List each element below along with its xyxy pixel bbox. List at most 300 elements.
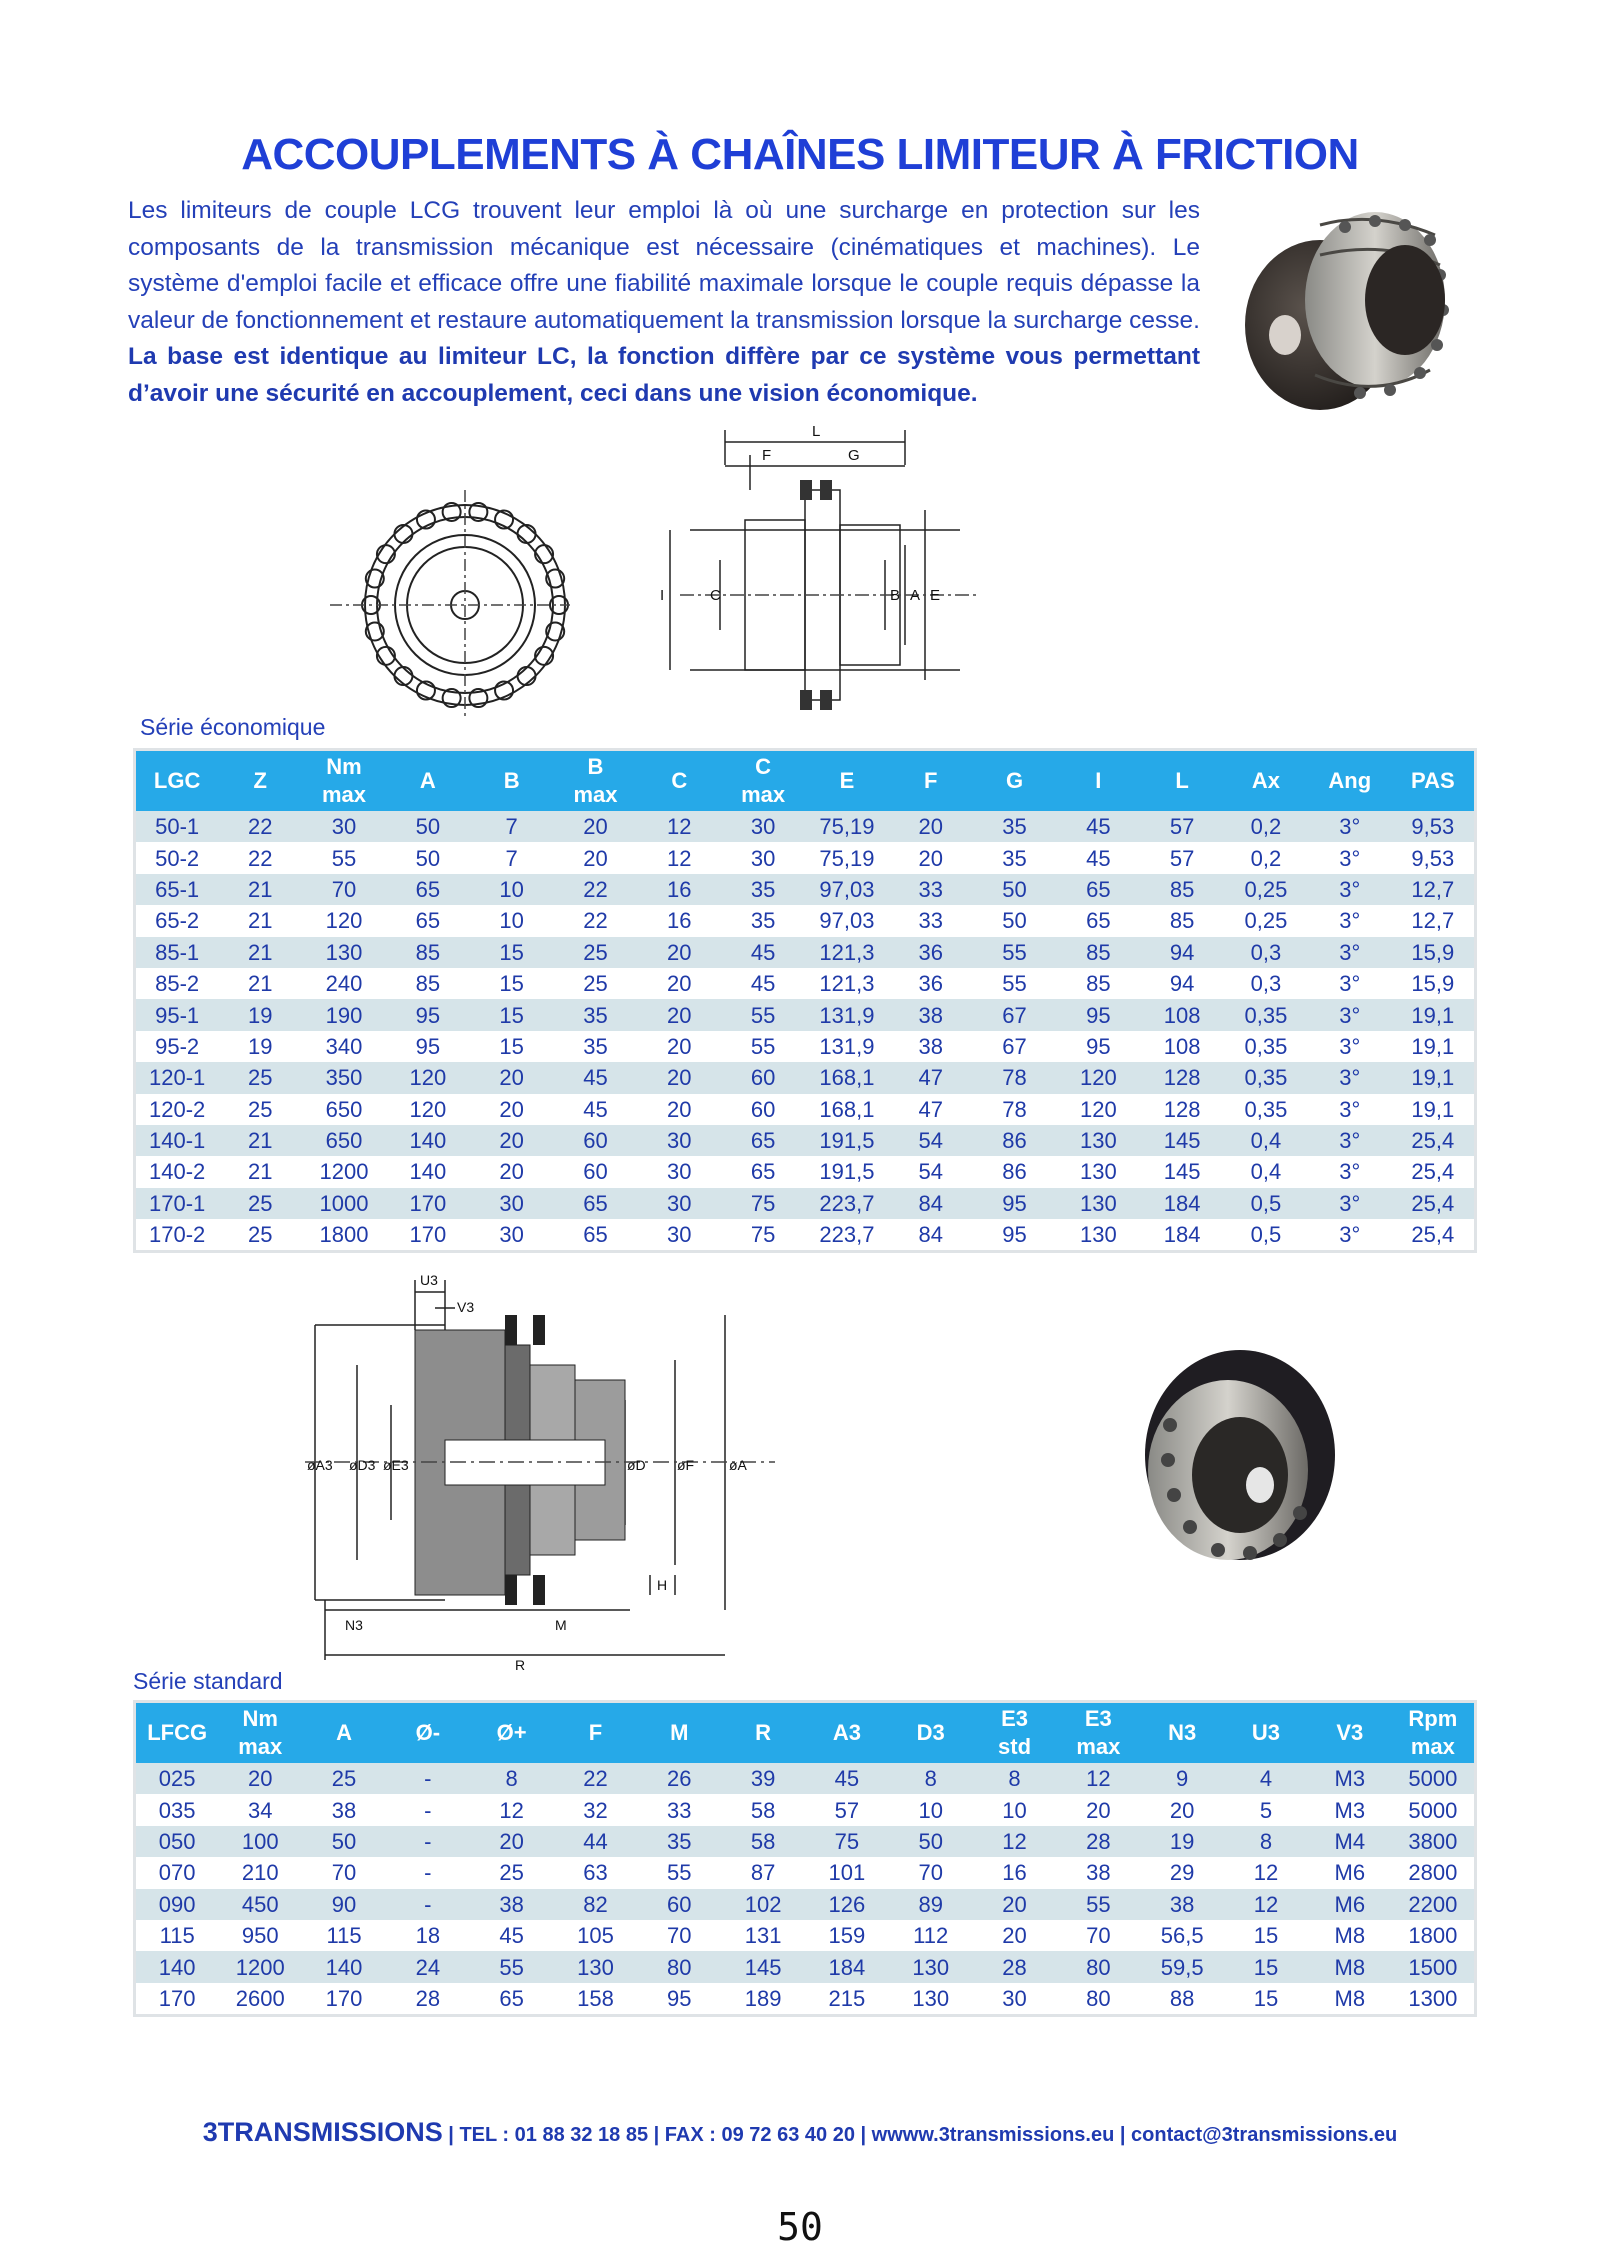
table-cell: 65 bbox=[721, 1125, 805, 1156]
table-cell: 65 bbox=[583, 1222, 608, 1248]
table-cell: 30 bbox=[499, 1222, 524, 1248]
table-cell: 25,4 bbox=[1392, 1188, 1476, 1219]
table-cell: 45 bbox=[805, 1763, 889, 1794]
table-cell: 26 bbox=[637, 1763, 721, 1794]
table-cell: 50-1 bbox=[135, 811, 219, 842]
dim-F: F bbox=[762, 447, 772, 464]
table-cell: 16 bbox=[1002, 1860, 1027, 1886]
table-cell: 58 bbox=[721, 1826, 805, 1857]
table-cell: 60 bbox=[750, 1096, 776, 1122]
column-header-text: E bbox=[839, 768, 855, 793]
table-cell: 89 bbox=[889, 1889, 973, 1920]
table-cell: 170 bbox=[325, 1985, 363, 2011]
table-cell: 60 bbox=[554, 1125, 638, 1156]
table-cell: 35 bbox=[554, 999, 638, 1030]
table-row bbox=[135, 1219, 1476, 1252]
column-header-text: V3 bbox=[1336, 1720, 1364, 1745]
dim-D: øD bbox=[627, 1457, 646, 1473]
table-cell: 0,2 bbox=[1250, 845, 1282, 871]
table-cell: 38 bbox=[1140, 1889, 1224, 1920]
column-header bbox=[1308, 1702, 1392, 1764]
table-cell: 95 bbox=[667, 1985, 692, 2011]
table-cell: 21 bbox=[218, 874, 302, 905]
table-cell: - bbox=[386, 1763, 470, 1794]
table-cell: 80 bbox=[1086, 1985, 1111, 2011]
table-row bbox=[135, 1031, 1476, 1062]
table-cell: 20 bbox=[1002, 1923, 1027, 1949]
table-cell: 47 bbox=[918, 1096, 943, 1122]
table-cell: 67 bbox=[973, 999, 1057, 1030]
column-header bbox=[889, 750, 973, 812]
table-cell: 30 bbox=[721, 811, 805, 842]
table-cell: 25 bbox=[247, 1096, 273, 1122]
table-cell: 128 bbox=[1140, 1062, 1224, 1093]
table-cell: 20 bbox=[470, 1062, 554, 1093]
table-cell: 5 bbox=[1259, 1797, 1273, 1823]
table-cell: 19,1 bbox=[1392, 999, 1476, 1030]
column-header-text: A bbox=[419, 768, 436, 793]
table-row bbox=[135, 999, 1476, 1030]
table-cell: 170 bbox=[386, 1188, 470, 1219]
table-cell: 0,3 bbox=[1224, 937, 1308, 968]
table-cell: 184 bbox=[1163, 1222, 1201, 1248]
column-header-text: F bbox=[588, 1720, 603, 1745]
table-cell: 0,2 bbox=[1224, 811, 1308, 842]
column-header bbox=[721, 750, 805, 812]
table-row bbox=[135, 811, 1476, 842]
table-cell: 65-2 bbox=[155, 908, 200, 934]
table-cell: M3 bbox=[1334, 1797, 1366, 1823]
table-cell: 19,1 bbox=[1411, 1033, 1455, 1059]
dim-C: C bbox=[710, 587, 721, 604]
table-cell: 650 bbox=[302, 1125, 386, 1156]
table-cell: 3° bbox=[1339, 1033, 1361, 1059]
table-cell: 140 bbox=[409, 1159, 447, 1185]
table-cell: 168,1 bbox=[805, 1062, 889, 1093]
table-cell: 105 bbox=[577, 1923, 614, 1949]
table-cell: 5000 bbox=[1392, 1763, 1476, 1794]
column-header-text: C bbox=[755, 754, 772, 779]
column-header bbox=[973, 750, 1057, 812]
table-cell: 0,3 bbox=[1250, 971, 1282, 997]
table-cell: 20 bbox=[889, 811, 973, 842]
table-cell: 65 bbox=[750, 1159, 776, 1185]
table-cell: 95 bbox=[386, 999, 470, 1030]
table-cell: 21 bbox=[218, 937, 302, 968]
table-cell: 12,7 bbox=[1411, 908, 1455, 934]
table-cell: 50 bbox=[302, 1826, 386, 1857]
table-cell: 12 bbox=[499, 1797, 524, 1823]
column-header bbox=[1056, 1702, 1140, 1764]
column-header bbox=[889, 1702, 973, 1764]
table-cell: 75 bbox=[805, 1826, 889, 1857]
table-cell: 070 bbox=[158, 1860, 196, 1886]
table-cell: 85 bbox=[1086, 971, 1111, 997]
dim-A3: øA3 bbox=[307, 1457, 333, 1473]
table-cell: 1500 bbox=[1392, 1951, 1476, 1982]
table-cell: 20 bbox=[667, 1096, 692, 1122]
table-cell: 28 bbox=[973, 1951, 1057, 1982]
table-cell: 20 bbox=[637, 1062, 721, 1093]
table-cell: 1000 bbox=[302, 1188, 386, 1219]
table-cell: 97,03 bbox=[805, 874, 889, 905]
table-cell: 90 bbox=[302, 1889, 386, 1920]
table-cell: 1300 bbox=[1408, 1985, 1458, 2011]
table-cell: 120 bbox=[409, 1096, 447, 1122]
table-cell: M4 bbox=[1308, 1826, 1392, 1857]
table-cell: 15,9 bbox=[1392, 937, 1476, 968]
column-header-text: Ang bbox=[1328, 768, 1372, 793]
table-cell: 20 bbox=[499, 1159, 524, 1185]
footer-details: | TEL : 01 88 32 18 85 | FAX : 09 72 63 40 20 | wwww.3transmissions.eu | contact@3transmissions.eu bbox=[442, 2124, 1398, 2146]
table-cell: 38 bbox=[331, 1797, 357, 1823]
table-cell: 130 bbox=[554, 1951, 638, 1982]
table-row bbox=[135, 1188, 1476, 1219]
table-cell: 9,53 bbox=[1392, 811, 1476, 842]
table-cell: 65-1 bbox=[135, 874, 219, 905]
table-row bbox=[135, 842, 1476, 873]
table-cell: 35 bbox=[583, 1033, 608, 1059]
table-cell: 65 bbox=[386, 874, 470, 905]
table-cell: 10 bbox=[499, 908, 524, 934]
table-cell: 115 bbox=[326, 1923, 362, 1949]
table-row bbox=[135, 1794, 1476, 1825]
table-cell: 85-1 bbox=[135, 937, 219, 968]
side-view-drawing bbox=[660, 420, 990, 720]
table-cell: 55 bbox=[1002, 971, 1027, 997]
table-cell: 22 bbox=[218, 811, 302, 842]
table-cell: 25,4 bbox=[1411, 1222, 1455, 1248]
table-cell: 50 bbox=[889, 1826, 973, 1857]
table-cell: 38 bbox=[889, 999, 973, 1030]
table-row bbox=[135, 1826, 1476, 1857]
table-cell: 2800 bbox=[1408, 1860, 1458, 1886]
table-cell: 70 bbox=[1086, 1923, 1111, 1949]
table-cell: 95-2 bbox=[155, 1033, 200, 1059]
column-header-text: LGC bbox=[153, 768, 201, 793]
table-cell: 33 bbox=[918, 908, 943, 934]
table-cell: M3 bbox=[1308, 1763, 1392, 1794]
table-cell: 55 bbox=[1056, 1889, 1140, 1920]
column-header bbox=[637, 750, 721, 812]
table-cell: 80 bbox=[637, 1951, 721, 1982]
front-view-drawing bbox=[330, 490, 570, 720]
table-cell: 30 bbox=[637, 1188, 721, 1219]
column-header-text: Ax bbox=[1251, 768, 1281, 793]
table-cell: 3° bbox=[1339, 971, 1361, 997]
table-cell: 28 bbox=[1056, 1826, 1140, 1857]
table-cell: 38 bbox=[1086, 1860, 1111, 1886]
table-cell: 0,35 bbox=[1224, 1062, 1308, 1093]
table-cell: 30 bbox=[302, 811, 386, 842]
dim-A: A bbox=[910, 587, 921, 604]
table-cell: 12 bbox=[1056, 1763, 1140, 1794]
table-cell: 75 bbox=[750, 1222, 776, 1248]
table-cell: 7 bbox=[470, 811, 554, 842]
column-header bbox=[470, 1702, 554, 1764]
table-cell: 70 bbox=[918, 1860, 943, 1886]
table-row bbox=[135, 1062, 1476, 1093]
table-cell: 120 bbox=[1079, 1096, 1117, 1122]
page-number: 50 bbox=[777, 2205, 823, 2249]
table-cell: 86 bbox=[1002, 1159, 1027, 1185]
table-cell: 30 bbox=[667, 1159, 692, 1185]
table-cell: 3° bbox=[1308, 1188, 1392, 1219]
column-header-text: max bbox=[322, 782, 367, 807]
dim-I: I bbox=[660, 587, 665, 604]
economique-table bbox=[133, 748, 1477, 1253]
table-cell: 145 bbox=[721, 1951, 805, 1982]
table-cell: 47 bbox=[889, 1062, 973, 1093]
table-cell: 25 bbox=[583, 971, 608, 997]
table-cell: 36 bbox=[889, 937, 973, 968]
table-cell: 350 bbox=[302, 1062, 386, 1093]
table-cell: 16 bbox=[637, 874, 721, 905]
table-cell: 22 bbox=[583, 908, 608, 934]
table-cell: 84 bbox=[889, 1188, 973, 1219]
table-cell: 55 bbox=[667, 1860, 692, 1886]
table-cell: 25,4 bbox=[1411, 1159, 1455, 1185]
table-cell: 1800 bbox=[319, 1222, 369, 1248]
column-header-text: C bbox=[671, 768, 688, 793]
table-cell: 58 bbox=[750, 1797, 776, 1823]
dim-E3: øE3 bbox=[383, 1457, 409, 1473]
table-cell: 45 bbox=[750, 971, 776, 997]
table-cell: 97,03 bbox=[819, 908, 875, 934]
table-cell: 128 bbox=[1163, 1096, 1201, 1122]
table-cell: - bbox=[386, 1889, 470, 1920]
table-cell: 25 bbox=[218, 1062, 302, 1093]
table-cell: 63 bbox=[583, 1860, 608, 1886]
table-cell: 35 bbox=[1002, 845, 1027, 871]
table-cell: 20 bbox=[667, 971, 692, 997]
table-cell: 95 bbox=[1002, 1222, 1027, 1248]
table-cell: 8 bbox=[1224, 1826, 1308, 1857]
table-cell: 223,7 bbox=[819, 1222, 875, 1248]
table-cell: 25 bbox=[554, 937, 638, 968]
table-cell: 20 bbox=[637, 937, 721, 968]
table-cell: 39 bbox=[721, 1763, 805, 1794]
table-cell: 100 bbox=[218, 1826, 302, 1857]
table-cell: 170 bbox=[158, 1985, 196, 2011]
table-cell: 28 bbox=[415, 1985, 441, 2011]
column-header-text: Ø+ bbox=[496, 1720, 527, 1745]
table-cell: 33 bbox=[889, 874, 973, 905]
column-header bbox=[1140, 750, 1224, 812]
table-row bbox=[135, 1094, 1476, 1125]
table-cell: 75,19 bbox=[819, 845, 875, 871]
table-cell: 12 bbox=[1253, 1860, 1279, 1886]
column-header bbox=[805, 1702, 889, 1764]
column-header-text: F bbox=[923, 768, 938, 793]
dim-M: M bbox=[555, 1617, 567, 1633]
table-cell: 87 bbox=[750, 1860, 776, 1886]
table-cell: 15 bbox=[1253, 1985, 1279, 2011]
table-cell: - bbox=[424, 1797, 432, 1823]
table-cell: 18 bbox=[415, 1923, 441, 1949]
table-cell: 80 bbox=[1056, 1951, 1140, 1982]
table-cell: 95-1 bbox=[135, 999, 219, 1030]
column-header-text: Nm bbox=[326, 754, 362, 779]
table-cell: 0,35 bbox=[1244, 1033, 1288, 1059]
column-header-text: Rpm bbox=[1408, 1706, 1458, 1731]
table-cell: 121,3 bbox=[819, 971, 875, 997]
table-cell: 130 bbox=[1056, 1125, 1140, 1156]
table-cell: 184 bbox=[805, 1951, 889, 1982]
table-cell: 21 bbox=[247, 971, 273, 997]
table-row bbox=[135, 968, 1476, 999]
table-cell: 121,3 bbox=[805, 937, 889, 968]
table-cell: 88 bbox=[1169, 1985, 1195, 2011]
table-cell: 15 bbox=[499, 971, 524, 997]
table-cell: 10 bbox=[1002, 1797, 1027, 1823]
table-cell: 45 bbox=[499, 1923, 524, 1949]
table-row bbox=[135, 1156, 1476, 1187]
table-cell: 25 bbox=[499, 1860, 524, 1886]
table-cell: 94 bbox=[1169, 971, 1195, 997]
table-cell: 20 bbox=[218, 1763, 302, 1794]
table-cell: 3° bbox=[1339, 1159, 1361, 1185]
table-cell: 131,9 bbox=[805, 999, 889, 1030]
table-row bbox=[135, 905, 1476, 936]
table-cell: 60 bbox=[637, 1889, 721, 1920]
table-cell: 65 bbox=[415, 908, 441, 934]
column-header-text: LFCG bbox=[147, 1720, 208, 1745]
dim-B: B bbox=[890, 587, 901, 604]
table-cell: 55 bbox=[750, 1033, 776, 1059]
table-row bbox=[135, 1920, 1476, 1951]
table-cell: 3° bbox=[1308, 874, 1392, 905]
table-cell: 0,35 bbox=[1224, 999, 1308, 1030]
table-cell: 1200 bbox=[319, 1159, 369, 1185]
table-cell: 130 bbox=[1056, 1188, 1140, 1219]
table-cell: 57 bbox=[1140, 811, 1224, 842]
dim-E: E bbox=[930, 587, 941, 604]
table-header-row bbox=[135, 750, 1476, 812]
table-cell: 20 bbox=[1086, 1797, 1111, 1823]
table-cell: 130 bbox=[1079, 1159, 1117, 1185]
table-cell: 65 bbox=[1056, 874, 1140, 905]
table-cell: 340 bbox=[325, 1033, 363, 1059]
table-cell: 112 bbox=[913, 1923, 949, 1949]
table-cell: 108 bbox=[1140, 999, 1224, 1030]
table-cell: 170-2 bbox=[149, 1222, 206, 1248]
table-cell: 30 bbox=[637, 1125, 721, 1156]
table-cell: 20 bbox=[470, 1826, 554, 1857]
column-header-text: R bbox=[755, 1720, 772, 1745]
table-cell: 050 bbox=[135, 1826, 219, 1857]
table-cell: 60 bbox=[583, 1159, 608, 1185]
footer-brand: 3TRANSMISSIONS bbox=[202, 2117, 443, 2147]
column-header bbox=[135, 1702, 219, 1764]
table-cell: 120-2 bbox=[149, 1096, 206, 1122]
page-title: ACCOUPLEMENTS À CHAÎNES LIMITEUR À FRICTION bbox=[241, 130, 1359, 179]
column-header bbox=[721, 1702, 805, 1764]
table-cell: 130 bbox=[889, 1951, 973, 1982]
column-header bbox=[218, 750, 302, 812]
dim-R: R bbox=[515, 1657, 526, 1670]
table-cell: M8 bbox=[1308, 1951, 1392, 1982]
table-cell: 45 bbox=[1056, 811, 1140, 842]
table-cell: 158 bbox=[577, 1985, 614, 2011]
table-cell: 3° bbox=[1339, 908, 1361, 934]
column-header-text: M bbox=[670, 1720, 689, 1745]
table-cell: 95 bbox=[1056, 999, 1140, 1030]
table-cell: 191,5 bbox=[819, 1159, 875, 1185]
table-cell: 120 bbox=[325, 908, 363, 934]
table-cell: 115 bbox=[159, 1923, 195, 1949]
column-header-text: Ø- bbox=[415, 1720, 441, 1745]
table-cell: - bbox=[424, 1860, 432, 1886]
table-cell: 3° bbox=[1308, 999, 1392, 1030]
column-header-text: A3 bbox=[832, 1720, 861, 1745]
table-cell: 85 bbox=[1140, 874, 1224, 905]
table-cell: 45 bbox=[721, 937, 805, 968]
table-cell: 131 bbox=[744, 1923, 782, 1949]
table-cell: 19,1 bbox=[1392, 1062, 1476, 1093]
intro-text: Les limiteurs de couple LCG trouvent leur emploi là où une surcharge en protection sur les composants de la transmission mécanique est nécessaire (cinématiques et machines). Le système d'emploi facile et efficace offre une fiabilité maximale lorsque le couple requis dépasse la valeur de fonctionnement et restaure automatiquement la transmission lorsque la surcharge cesse. bbox=[128, 197, 1200, 334]
table-cell: 95 bbox=[1086, 1033, 1111, 1059]
table-cell: 20 bbox=[973, 1889, 1057, 1920]
table-cell: 12 bbox=[637, 811, 721, 842]
table-cell: 32 bbox=[583, 1797, 608, 1823]
table-cell: 35 bbox=[973, 811, 1057, 842]
table-row bbox=[135, 1763, 1476, 1794]
table-cell: 15 bbox=[1253, 1923, 1279, 1949]
table-cell: 50 bbox=[973, 874, 1057, 905]
column-header-text: PAS bbox=[1411, 768, 1455, 793]
table-cell: 145 bbox=[1140, 1125, 1224, 1156]
dim-H: H bbox=[657, 1577, 668, 1593]
table-cell: 57 bbox=[834, 1797, 860, 1823]
table-cell: 50 bbox=[386, 811, 470, 842]
table-cell: 20 bbox=[637, 999, 721, 1030]
table-cell: 34 bbox=[247, 1797, 273, 1823]
table-cell: 55 bbox=[973, 937, 1057, 968]
table-cell: 50 bbox=[1002, 908, 1027, 934]
table-cell: 59,5 bbox=[1140, 1951, 1224, 1982]
table-cell: 170 bbox=[409, 1222, 447, 1248]
table-cell: 191,5 bbox=[805, 1125, 889, 1156]
table-cell: 120-1 bbox=[135, 1062, 219, 1093]
table-cell: 45 bbox=[1086, 845, 1111, 871]
table-cell: 0,5 bbox=[1224, 1188, 1308, 1219]
table-cell: 50-2 bbox=[155, 845, 200, 871]
table-row bbox=[135, 1983, 1476, 2016]
coupling-photo-2 bbox=[1110, 1335, 1350, 1590]
table-cell: 102 bbox=[721, 1889, 805, 1920]
coupling-photo-1 bbox=[1225, 195, 1475, 435]
table-cell: 21 bbox=[247, 908, 273, 934]
table-cell: 20 bbox=[667, 1033, 692, 1059]
table-cell: 170-1 bbox=[135, 1188, 219, 1219]
column-header bbox=[470, 750, 554, 812]
table-cell: 85 bbox=[415, 971, 441, 997]
table-cell: 19 bbox=[247, 1033, 273, 1059]
table-cell: 70 bbox=[331, 1860, 357, 1886]
column-header bbox=[1392, 750, 1476, 812]
column-header-text: B bbox=[503, 768, 520, 793]
table-row bbox=[135, 1951, 1476, 1982]
column-header bbox=[1056, 750, 1140, 812]
table-cell: 4 bbox=[1224, 1763, 1308, 1794]
table-cell: 85 bbox=[1056, 937, 1140, 968]
table-cell: 78 bbox=[973, 1062, 1057, 1093]
table-cell: 0,5 bbox=[1250, 1222, 1282, 1248]
table-cell: 86 bbox=[973, 1125, 1057, 1156]
table-cell: 140 bbox=[135, 1951, 219, 1982]
table-cell: 19 bbox=[218, 999, 302, 1030]
